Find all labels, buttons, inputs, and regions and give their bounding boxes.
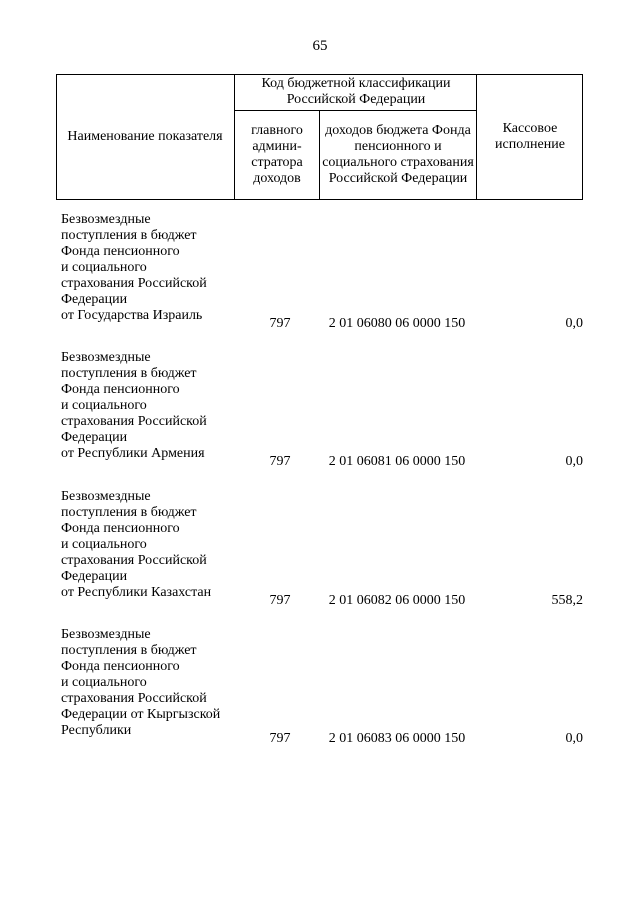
row-value: 0,0: [565, 731, 583, 746]
table-row: [56, 350, 583, 470]
header-name-col: Наименование показателя: [67, 129, 223, 144]
row-admin-code: 797: [269, 454, 291, 469]
row-admin-code: 797: [269, 593, 291, 608]
row-budget-code: 2 01 06080 06 0000 150: [328, 316, 466, 331]
page-number: 65: [312, 38, 328, 54]
table-row: [56, 212, 583, 332]
row-admin-code: 797: [269, 316, 291, 331]
header-exec-col: Кассовое исполнение: [495, 121, 565, 152]
header-divider-2: [319, 110, 320, 200]
header-left-border: [56, 74, 57, 200]
row-admin-code: 797: [269, 731, 291, 746]
header-right-border: [582, 74, 583, 200]
row-name: Безвозмездные поступления в бюджет Фонда пенсионного и социального страхования Российской Федерации от Республики Казахстан: [61, 489, 212, 600]
table-row: [56, 489, 583, 609]
row-budget-code: 2 01 06081 06 0000 150: [328, 454, 466, 469]
header-code-group: Код бюджетной классификации Российской Федерации: [261, 76, 451, 107]
row-value: 558,2: [551, 593, 583, 608]
row-value: 0,0: [565, 454, 583, 469]
table-row: [56, 627, 583, 747]
header-divider-1: [234, 74, 235, 200]
header-divider-3: [476, 74, 477, 200]
header-admin-col: главного админи-стратора доходов: [251, 123, 303, 186]
header-group-divider: [234, 110, 477, 111]
row-name: Безвозмездные поступления в бюджет Фонда пенсионного и социального страхования Российской Федерации от Государства Израиль: [61, 212, 207, 323]
table-header: [56, 74, 583, 200]
row-budget-code: 2 01 06082 06 0000 150: [328, 593, 466, 608]
header-income-col: доходов бюджета Фонда пенсионного и социального страхования Российской Федерации: [322, 123, 474, 186]
row-name: Безвозмездные поступления в бюджет Фонда пенсионного и социального страхования Российской Федерации от Республики Армения: [61, 350, 207, 461]
row-value: 0,0: [565, 316, 583, 331]
row-name: Безвозмездные поступления в бюджет Фонда пенсионного и социального страхования Российской Федерации от Кыргызской Республики: [61, 627, 221, 738]
row-budget-code: 2 01 06083 06 0000 150: [328, 731, 466, 746]
